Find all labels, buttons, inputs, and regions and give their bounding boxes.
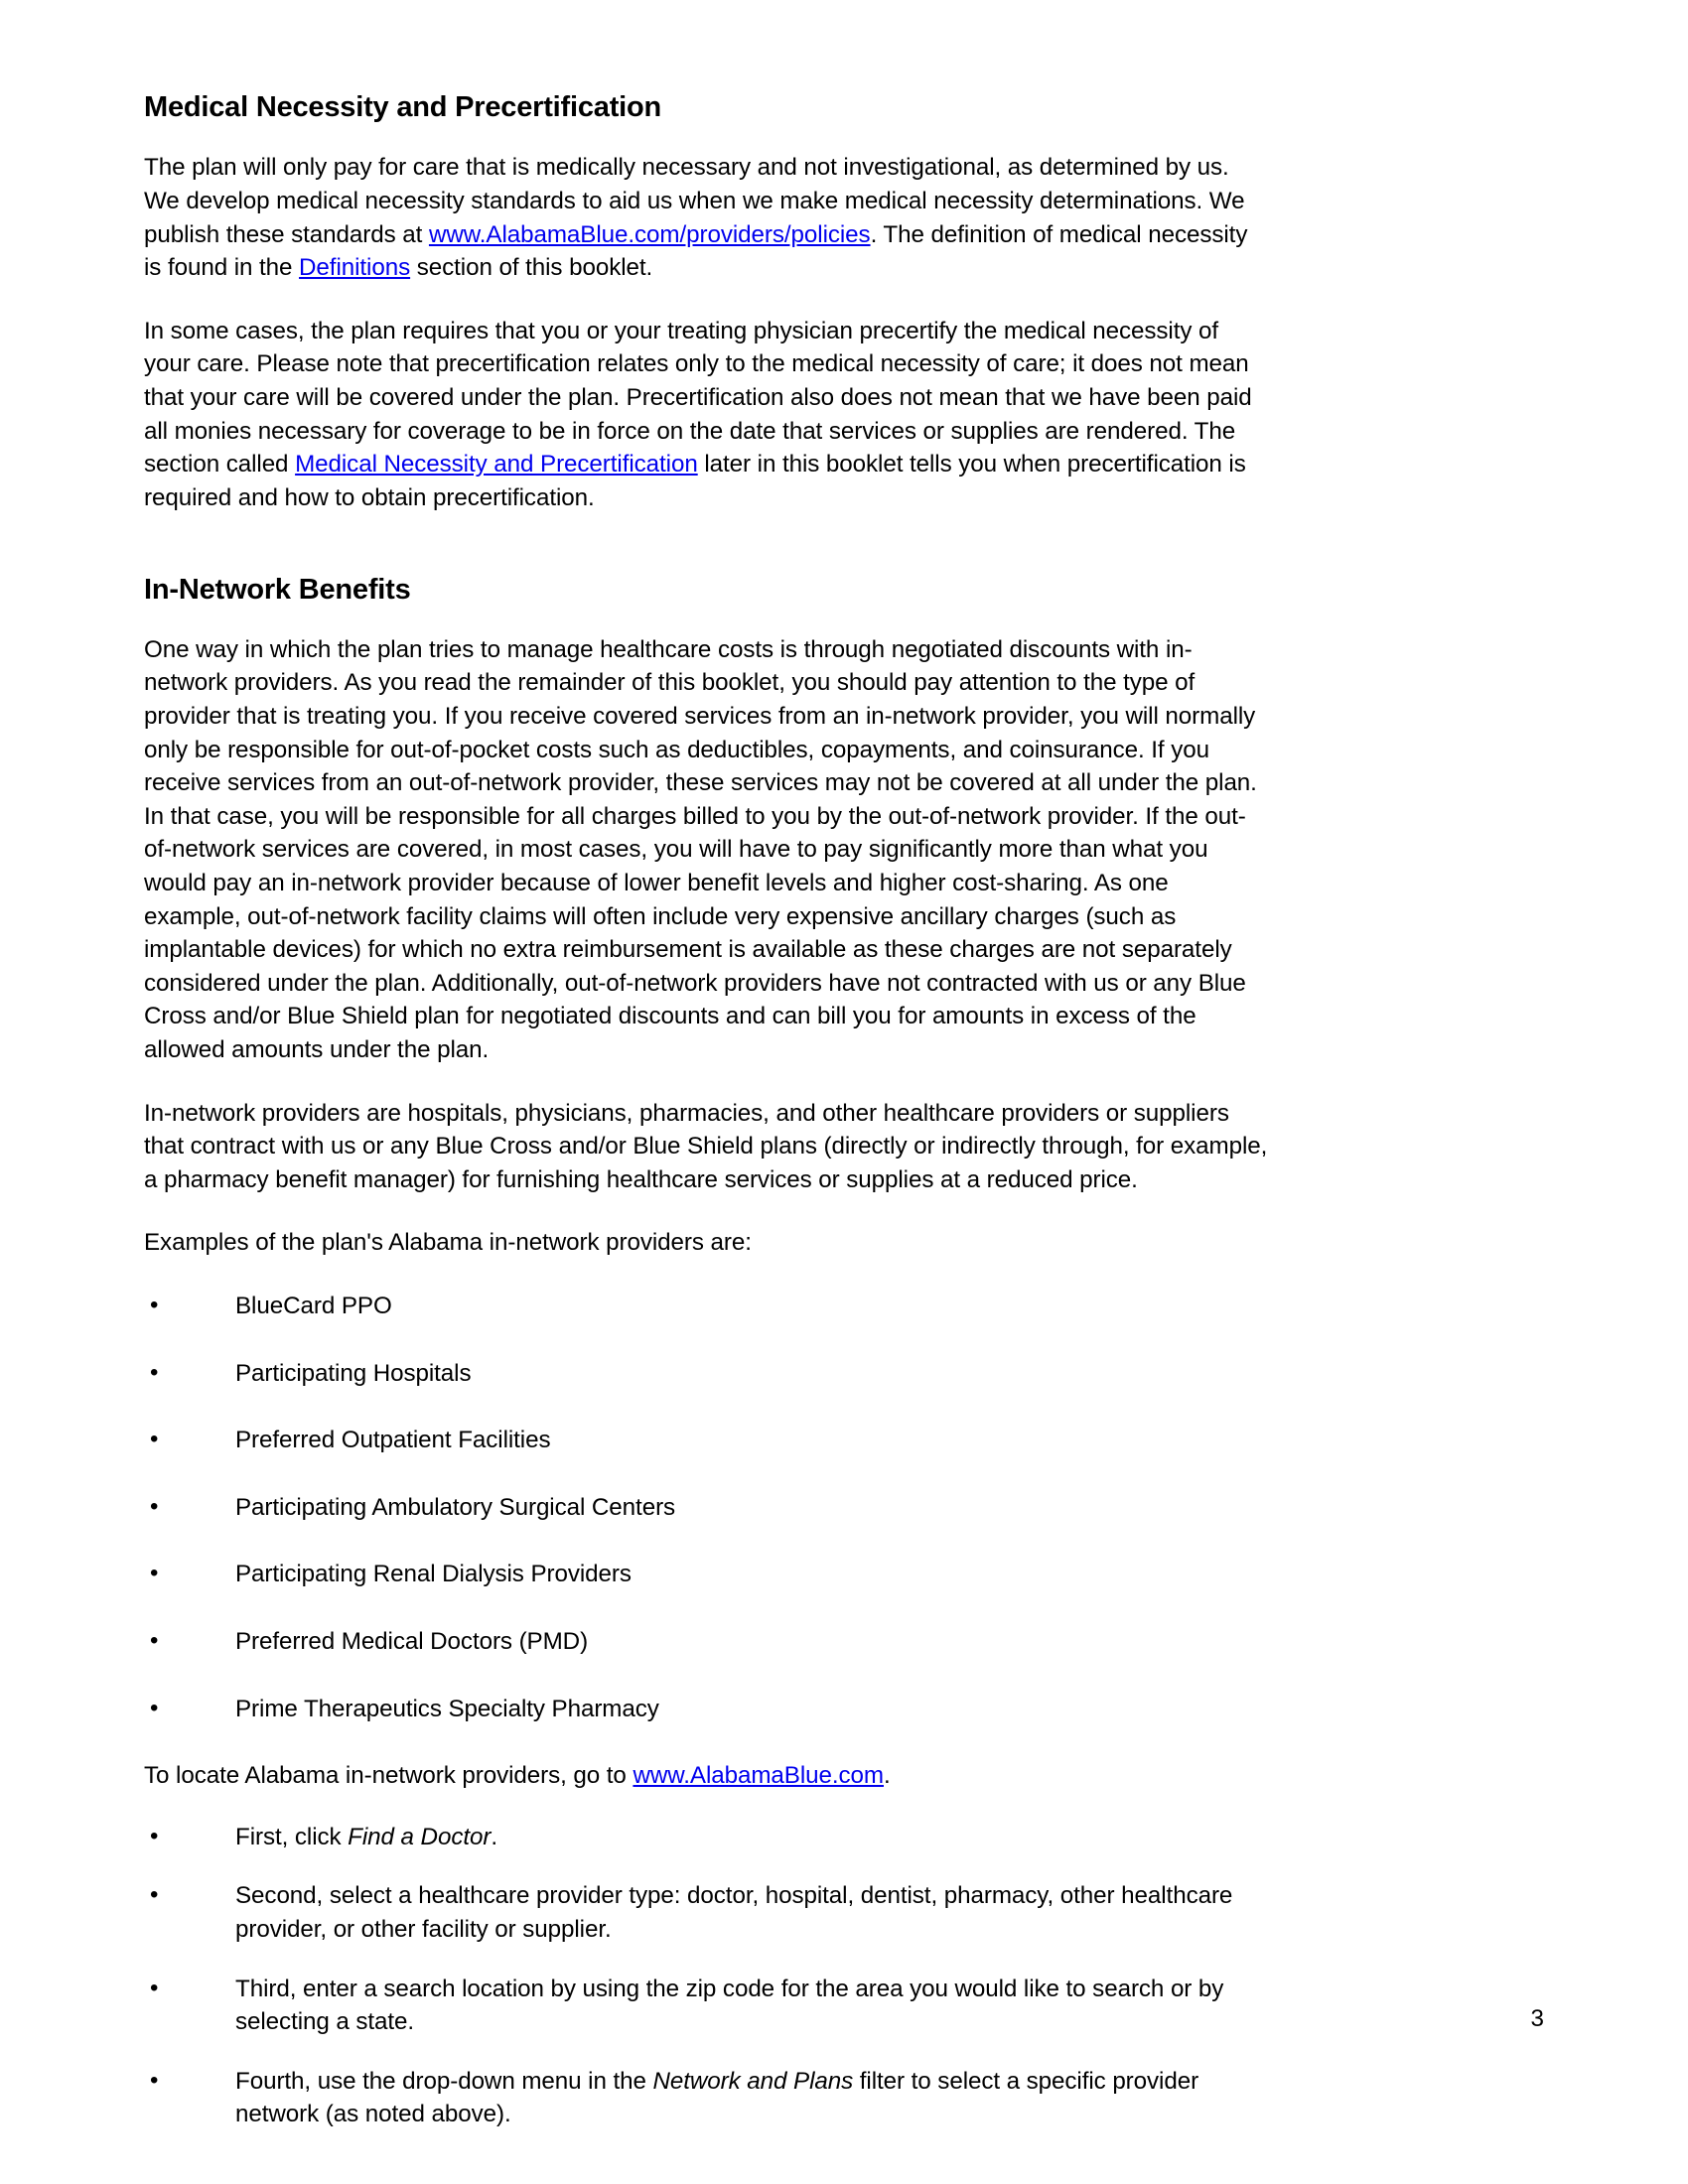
list-item <box>144 1973 1271 2039</box>
bullet-icon: • <box>150 1881 159 1909</box>
step-emphasis-network-and-plans: Network and Plans <box>652 2067 854 2095</box>
step-text-part: Fourth, use the drop-down menu in the <box>235 2067 653 2095</box>
page-number: 3 <box>1530 2005 1544 2032</box>
list-item <box>144 1625 1271 1659</box>
bullet-icon: • <box>150 1694 159 1721</box>
bullet-icon: • <box>150 1291 159 1318</box>
bullet-icon: • <box>150 1560 159 1587</box>
bullet-icon: • <box>150 1626 159 1654</box>
step-text-part: . <box>491 1823 497 1850</box>
paragraph-text-part: section of this booklet. <box>410 254 653 282</box>
paragraph-medical-necessity-1 <box>144 151 1271 284</box>
bullet-icon: • <box>150 1822 159 1849</box>
link-alabamablue-home[interactable]: www.AlabamaBlue.com <box>633 1762 884 1790</box>
step-emphasis-find-a-doctor: Find a Doctor <box>348 1823 492 1850</box>
list-item <box>144 1558 1271 1591</box>
step-text-part: Third, enter a search location by using the zip code for the area you would like to search or by selecting a state. <box>235 1975 1224 2036</box>
list-item-label: Preferred Medical Doctors (PMD) <box>235 1627 589 1655</box>
paragraph-in-network-2: In-network providers are hospitals, physicians, pharmacies, and other healthcare providers or suppliers that contract with us or any Blue Cross and/or Blue Shield plans (directly or indirectly through, for example, a pharmacy benefit manager) for furnishing healthcare services or supplies at a reduced price. <box>144 1099 1268 1193</box>
provider-list <box>144 1290 1271 1725</box>
list-item-label: Participating Ambulatory Surgical Centers <box>235 1493 676 1521</box>
list-item-label: Preferred Outpatient Facilities <box>235 1427 551 1454</box>
bullet-icon: • <box>150 2066 159 2094</box>
paragraph-text-part: later in this booklet tells you when precertification is required and how to obtain precertification. <box>144 451 1246 511</box>
list-item <box>144 1879 1271 1946</box>
list-item-label: Participating Renal Dialysis Providers <box>235 1561 632 1588</box>
step-text-part: Second, select a healthcare provider type: doctor, hospital, dentist, pharmacy, other healthcare provider, or other facility or supplier. <box>235 1882 1233 1943</box>
bullet-icon: • <box>150 1426 159 1453</box>
list-item <box>144 1290 1271 1323</box>
examples-intro-line: Examples of the plan's Alabama in-network providers are: <box>144 1229 752 1257</box>
list-item <box>144 1491 1271 1525</box>
page-content <box>144 91 1271 2131</box>
step-text-part: filter to select a specific provider network (as noted above). <box>235 2067 1199 2128</box>
list-item <box>144 2065 1271 2131</box>
search-steps-list <box>144 1821 1271 2131</box>
list-item <box>144 1357 1271 1391</box>
paragraph-text-part: The plan will only pay for care that is medically necessary and not investigational, as determined by us. We develop medical necessity standards to aid us when we make medical necessity determinations. We publish these standards at <box>144 154 1245 248</box>
heading-medical-necessity: Medical Necessity and Precertification <box>144 91 662 123</box>
list-item <box>144 1693 1271 1726</box>
paragraph-medical-necessity-2 <box>144 315 1271 515</box>
bullet-icon: • <box>150 1358 159 1386</box>
locate-text-part: To locate Alabama in-network providers, go to <box>144 1762 633 1790</box>
bullet-icon: • <box>150 1974 159 2001</box>
list-item <box>144 1424 1271 1457</box>
list-item-label: Participating Hospitals <box>235 1359 472 1387</box>
paragraph-text-part: . The definition of medical necessity is found in the <box>144 220 1248 282</box>
list-item <box>144 1821 1271 1854</box>
link-alabamablue-policies[interactable]: www.AlabamaBlue.com/providers/policies <box>428 220 871 248</box>
heading-in-network-benefits: In-Network Benefits <box>144 574 411 607</box>
list-item-label: Prime Therapeutics Specialty Pharmacy <box>235 1695 659 1722</box>
step-text-part: First, click <box>235 1823 349 1850</box>
link-definitions[interactable]: Definitions <box>299 254 411 282</box>
paragraph-text-part: In some cases, the plan requires that you or your treating physician precertify the medical necessity of your care. Please note that precertification relates only to the medical necessity of care; it does not mean that your care will be covered under the plan. Precertification also does not mean that we have been paid all monies necessary for coverage to be in force on the date that services or supplies are rendered. The section called <box>144 317 1252 478</box>
bullet-icon: • <box>150 1492 159 1520</box>
link-medical-necessity-and-precertification[interactable]: Medical Necessity and Precertification <box>295 451 698 478</box>
locate-providers-line <box>144 1759 1271 1793</box>
locate-text-part: . <box>884 1762 891 1790</box>
list-item-label: BlueCard PPO <box>235 1292 392 1319</box>
paragraph-in-network-1: One way in which the plan tries to manage healthcare costs is through negotiated discounts with in-network providers. As you read the remainder of this booklet, you should pay attention to the type of provider that is treating you. If you receive covered services from an in-network provider, you will normally only be responsible for out-of-pocket costs such as deductibles, copayments, and coinsurance. If you receive services from an out-of-network provider, these services may not be covered at all under the plan. In that case, you will be responsible for all charges billed to you by the out-of-network provider. If the out-of-network services are covered, in most cases, you will have to pay significantly more than what you would pay an in-network provider because of lower benefit levels and higher cost-sharing. As one example, out-of-network facility claims will often include very expensive ancillary charges (such as implantable devices) for which no extra reimbursement is available as these charges are not separately considered under the plan. Additionally, out-of-network providers have not contracted with us or any Blue Cross and/or Blue Shield plan for negotiated discounts and can bill you for amounts in excess of the allowed amounts under the plan. <box>144 635 1257 1063</box>
